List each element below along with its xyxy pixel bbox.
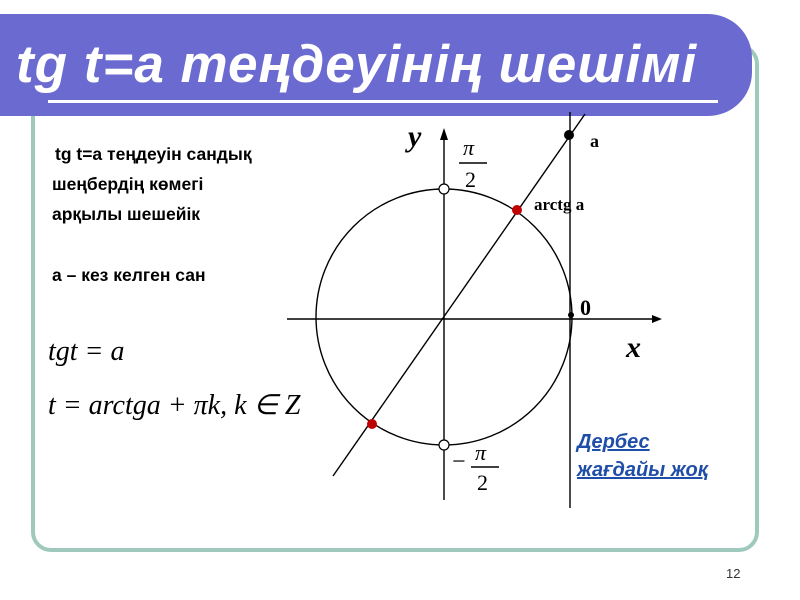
pi-bottom-denominator: 2 [477, 470, 488, 495]
point-arctg-a-plus-pi [367, 419, 377, 429]
intro-line-2: шеңбердің көмегі [52, 174, 204, 194]
intro-line-3: арқылы шешейік [52, 204, 201, 224]
equation-formula: tgt = a [48, 336, 125, 367]
a-label: a [590, 131, 599, 151]
x-axis-arrow [652, 315, 662, 323]
pi-top-numerator: π [463, 135, 475, 160]
special-case-note [577, 428, 747, 484]
point-arctg-a [512, 205, 522, 215]
solution-formula: t = arctga + πk, k ∈ Z [48, 390, 301, 421]
point-zero [568, 312, 574, 318]
slide-title: tg t=a теңдеуінің шешімі [16, 35, 698, 94]
page-number: 12 [726, 566, 741, 581]
zero-label: 0 [580, 295, 591, 320]
arctg-a-label: arctg a [534, 195, 585, 214]
special-case-line-2: жағдайы жоқ [577, 459, 708, 481]
x-axis-label: x [626, 331, 641, 364]
minus-sign: − [452, 449, 466, 475]
y-axis-arrow [440, 128, 448, 140]
y-axis-label: y [408, 120, 422, 153]
pi-top-denominator: 2 [465, 167, 476, 192]
pi-bottom-numerator: π [475, 440, 487, 465]
point-a [564, 130, 574, 140]
intro-line-1: tg t=a теңдеуін сандық [55, 144, 252, 164]
special-case-line-1: Дербес [577, 431, 650, 453]
point-pi-over-2 [439, 184, 449, 194]
point-minus-pi-over-2 [439, 440, 449, 450]
any-number-note: а – кез келген сан [52, 265, 206, 285]
